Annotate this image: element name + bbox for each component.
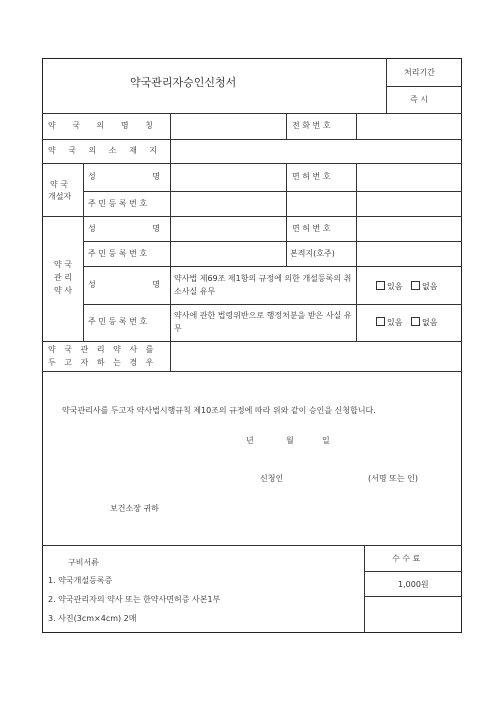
- label-penalty-question: 약사에 관한 법령위반으로 행정처분을 받은 사실 유무: [174, 311, 352, 333]
- application-statement: 약국관리사를 두고자 약사법시행규칙 제10조의 규정에 따라 위와 같이 승인을 신청합니다.: [62, 406, 376, 415]
- cancel-answer: 있음 없음: [376, 281, 437, 292]
- processing-period-label: 처리기간: [404, 68, 435, 77]
- label-manager-domicile: 본적지(호주): [290, 249, 335, 258]
- date-month: 월: [286, 436, 294, 445]
- label-founder-license: 면 허 번 호: [292, 172, 331, 181]
- addressee: 보건소장 귀하: [110, 504, 159, 513]
- label-pharmacy-location: 약 국 의 소 재 지: [48, 146, 158, 155]
- label-manager-resident-no-2: 주 민 등 록 번 호: [88, 317, 148, 326]
- label-pharmacy-name: 약 국 의 명 칭: [48, 121, 153, 130]
- document-item-2: 2. 약국관리자의 약사 또는 한약사면허증 사본1부: [48, 595, 221, 604]
- label-manager-group-1: 약 국: [54, 260, 72, 269]
- label-manager-name-2: 성 명: [88, 280, 160, 289]
- label-manager-name: 성 명: [88, 224, 160, 233]
- label-manager-resident-no: 주 민 등 록 번 호: [88, 249, 148, 258]
- date-day: 일: [322, 436, 330, 445]
- documents-title: 구비서류: [68, 558, 99, 567]
- document-item-3: 3. 사진(3cm×4cm) 2매: [48, 614, 137, 623]
- processing-divider: [386, 86, 462, 87]
- label-manager-group-2: 관 리: [54, 273, 72, 282]
- label-founder-name: 성 명: [88, 172, 160, 181]
- fee-value: 1,000원: [398, 580, 429, 589]
- label-manager-license: 면 허 번 호: [292, 224, 331, 233]
- label-case-2: 두 고 자 하 는 경 우: [48, 358, 154, 367]
- document-item-1: 1. 약국개설등록증: [48, 576, 113, 585]
- date-year: 년: [246, 436, 254, 445]
- label-founder-resident-no: 주 민 등 록 번 호: [88, 199, 148, 208]
- cancel-yes-checkbox[interactable]: [376, 281, 385, 290]
- penalty-no-checkbox[interactable]: [411, 317, 420, 326]
- form-title: 약국관리자승인신청서: [130, 76, 237, 89]
- penalty-yes-checkbox[interactable]: [376, 317, 385, 326]
- signature-note: (서명 또는 인): [368, 474, 418, 483]
- label-cancel-question: 약사법 제69조 제1항의 규정에 의한 개설등록의 취소사실 유무: [174, 274, 352, 296]
- label-founder-group-1: 약 국: [50, 180, 68, 189]
- cancel-no-checkbox[interactable]: [411, 281, 420, 290]
- processing-period-value: 즉 시: [410, 95, 428, 104]
- label-founder-group-2: 개설자: [48, 192, 72, 201]
- penalty-answer: 있음 없음: [376, 317, 437, 328]
- label-case-1: 약 국 관 리 약 사 를: [48, 345, 154, 354]
- fee-label: 수 수 료: [392, 554, 421, 563]
- label-phone: 전 화 번 호: [292, 121, 331, 130]
- label-manager-group-3: 약 사: [54, 286, 72, 295]
- applicant-label: 신청인: [260, 474, 284, 483]
